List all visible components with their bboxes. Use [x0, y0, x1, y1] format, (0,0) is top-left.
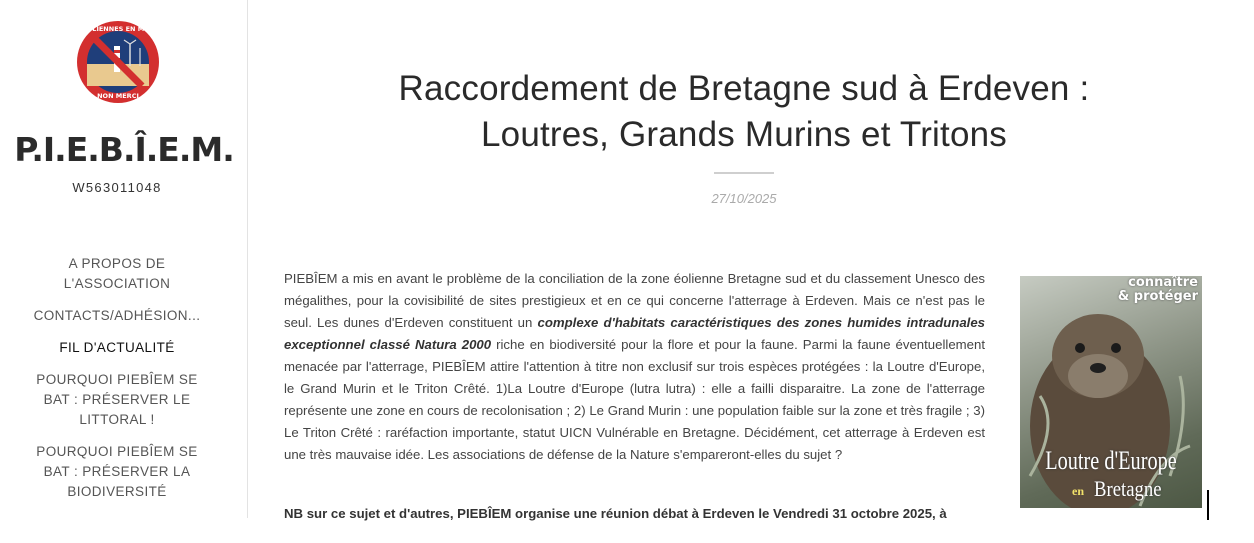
text-cursor [1207, 490, 1209, 520]
post-date: 27/10/2025 [711, 191, 777, 206]
post-title-line2: Loutres, Grands Murins et Tritons [481, 115, 1007, 154]
otter-cover-image[interactable] [1020, 276, 1202, 508]
post-paragraph [284, 268, 985, 466]
nav-item-contacts[interactable]: CONTACTS/ADHÉSION... [33, 308, 201, 323]
association-logo[interactable] [76, 20, 160, 104]
site-brand[interactable]: P.I.E.B.Î.E.M. [14, 130, 234, 169]
nav-item-news[interactable]: FIL D'ACTUALITÉ [59, 340, 175, 355]
association-id: W563011048 [72, 180, 162, 195]
cover-title: Loutre d'Europe [1045, 446, 1177, 475]
cover-tagline-2: & protéger [1117, 289, 1198, 304]
nav-item-littoral[interactable]: POURQUOI PIEBÎEM SE BAT : PRÉSERVER LE LITTORAL ! [36, 372, 198, 427]
main-nav [0, 254, 234, 514]
body-emphasis: complexe d'habitats caractéristiques des zones humides intradunales exceptionnel classé Natura 2000 [284, 315, 986, 352]
logo-ring-top: ÉOLIENNES EN MER [82, 25, 154, 33]
post-title-line1: Raccordement de Bretagne sud à Erdeven : [398, 69, 1090, 108]
post-title [344, 66, 1144, 158]
nav-item-about[interactable]: A PROPOS DE L'ASSOCIATION [63, 256, 171, 291]
nav-item-biodiversity[interactable]: POURQUOI PIEBÎEM SE BAT : PRÉSERVER LA BIODIVERSITÉ [36, 444, 198, 499]
cover-en: en [1072, 484, 1084, 498]
sidebar [0, 0, 248, 518]
title-divider [714, 172, 774, 174]
logo-ring-bottom: NON MERCI [97, 92, 139, 100]
cover-tagline-1: connaître [1128, 276, 1198, 290]
post-body [284, 268, 985, 466]
body-text-1: PIEBÎEM a mis en avant le problème de la conciliation de la zone éolienne Bretagne sud et du classement Unesco des mégalithes, pour la covisibilité de sites prestigieux et en ce qui concerne l'atterrage à Erdeven. Mais ce n'est pas le seul. Les dunes d'Erdeven constituent un [284, 271, 985, 330]
cover-tagline [1118, 276, 1198, 304]
cover-region: Bretagne [1094, 476, 1162, 501]
body-text-2: riche en biodiversité pour la flore et pour la faune. Parmi la faune éventuellement menacée par l'atterrage, PIEBÎEM attire l'attention à titre non exclusif sur trois espèces protégées : la Loutre d'Europe, le Grand Murin et le Triton Crêté. 1)La Loutre d'Europe (lutra lutra) : elle a failli disparaitre. La zone de l'atterrage représente une zone en cours de recolonisation ; 2) Le Grand Murin : une population faible sur la zone et très fragile ; 3) Le Triton Crêté : raréfaction importante, statut UICN Vulnérable en Bretagne. Décidément, cet atterrage à Erdeven est une très mauvaise idée. Les associations de défense de la Nature s'empareront-elles du sujet ? [284, 337, 985, 462]
post-nb-note: NB sur ce sujet et d'autres, PIEBÎEM organise une réunion débat à Erdeven le Vendredi 31 octobre 2025, à [284, 506, 947, 521]
